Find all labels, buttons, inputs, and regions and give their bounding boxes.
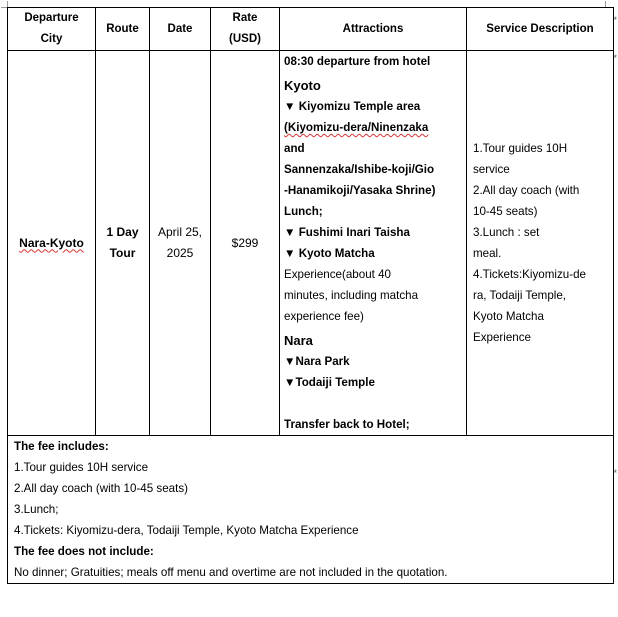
itinerary-line: ▼ Kyoto Matcha xyxy=(284,247,375,260)
itinerary-line: and xyxy=(284,142,305,155)
fee-note-line: 2.All day coach (with 10-45 seats) xyxy=(14,482,188,495)
header-row xyxy=(8,8,614,51)
tour-row xyxy=(8,51,614,436)
service-line: service xyxy=(473,163,510,176)
itinerary-line: ▼Todaiji Temple xyxy=(284,376,375,389)
fee-notes-cell xyxy=(8,436,614,584)
service-line: meal. xyxy=(473,247,502,260)
cell-marker: * xyxy=(613,53,617,63)
service-line: 10-45 seats) xyxy=(473,205,538,218)
header-attractions: Attractions xyxy=(280,8,467,51)
service-line: ra, Todaiji Temple, xyxy=(473,289,567,302)
service-line: 2.All day coach (with xyxy=(473,184,580,197)
fee-excludes-heading: The fee does not include: xyxy=(14,545,154,558)
header-rate: Rate (USD) xyxy=(211,8,280,51)
route-cell xyxy=(96,51,150,436)
service-line: Experience xyxy=(473,331,532,344)
service-line: 1.Tour guides 10H xyxy=(473,142,568,155)
header-departure-city: Departure City xyxy=(8,8,96,51)
service-line: Kyoto Matcha xyxy=(473,310,544,323)
blank-line xyxy=(284,393,464,414)
itinerary-line: Sannenzaka/Ishibe-koji/Gio xyxy=(284,163,435,176)
departure-city: Nara-Kyoto xyxy=(19,235,84,250)
itinerary-line: Transfer back to Hotel; xyxy=(284,418,410,431)
city-heading-kyoto: Kyoto xyxy=(284,78,321,93)
itinerary-line: Experience(about 40 xyxy=(284,268,391,281)
fee-includes-heading: The fee includes: xyxy=(14,440,109,453)
route: 1 Day Tour xyxy=(106,225,139,260)
itinerary-line: -Hanamikoji/Yasaka Shrine) xyxy=(284,184,436,197)
fee-note-line: 3.Lunch; xyxy=(14,503,59,516)
rate: $299 xyxy=(231,235,259,250)
attractions-cell xyxy=(280,51,467,436)
itinerary-line: ▼Nara Park xyxy=(284,355,350,368)
notes-row xyxy=(8,436,614,584)
service-line: 4.Tickets:Kiyomizu-de xyxy=(473,268,586,281)
cell-marker: * xyxy=(613,468,617,478)
tour-quotation-table xyxy=(7,7,614,584)
service-description-cell xyxy=(467,51,614,436)
itinerary-line: ▼ Fushimi Inari Taisha xyxy=(284,226,410,239)
date: April 25, 2025 xyxy=(157,225,203,260)
itinerary-line: 08:30 departure from hotel xyxy=(284,55,431,68)
itinerary-line: experience fee) xyxy=(284,310,364,323)
rate-cell xyxy=(211,51,280,436)
header-route: Route xyxy=(96,8,150,51)
itinerary-line: ▼ Kiyomizu Temple area xyxy=(284,100,421,113)
itinerary-line: minutes, including matcha xyxy=(284,289,419,302)
itinerary-line: Lunch; xyxy=(284,205,323,218)
city-heading-nara: Nara xyxy=(284,333,313,348)
fee-note-line: 1.Tour guides 10H service xyxy=(14,461,149,474)
itinerary-line: (Kiyomizu-dera/Ninenzaka xyxy=(284,121,429,134)
header-date: Date xyxy=(150,8,211,51)
date-cell xyxy=(150,51,211,436)
departure-city-cell xyxy=(8,51,96,436)
fee-note-line: 4.Tickets: Kiyomizu-dera, Todaiji Temple, Kyoto Matcha Experience xyxy=(14,524,359,537)
fee-note-line: No dinner; Gratuities; meals off menu and overtime are not included in the quotation. xyxy=(14,566,448,579)
header-service-description: Service Description xyxy=(467,8,614,51)
cell-marker: * xyxy=(613,15,617,25)
service-line: 3.Lunch : set xyxy=(473,226,540,239)
